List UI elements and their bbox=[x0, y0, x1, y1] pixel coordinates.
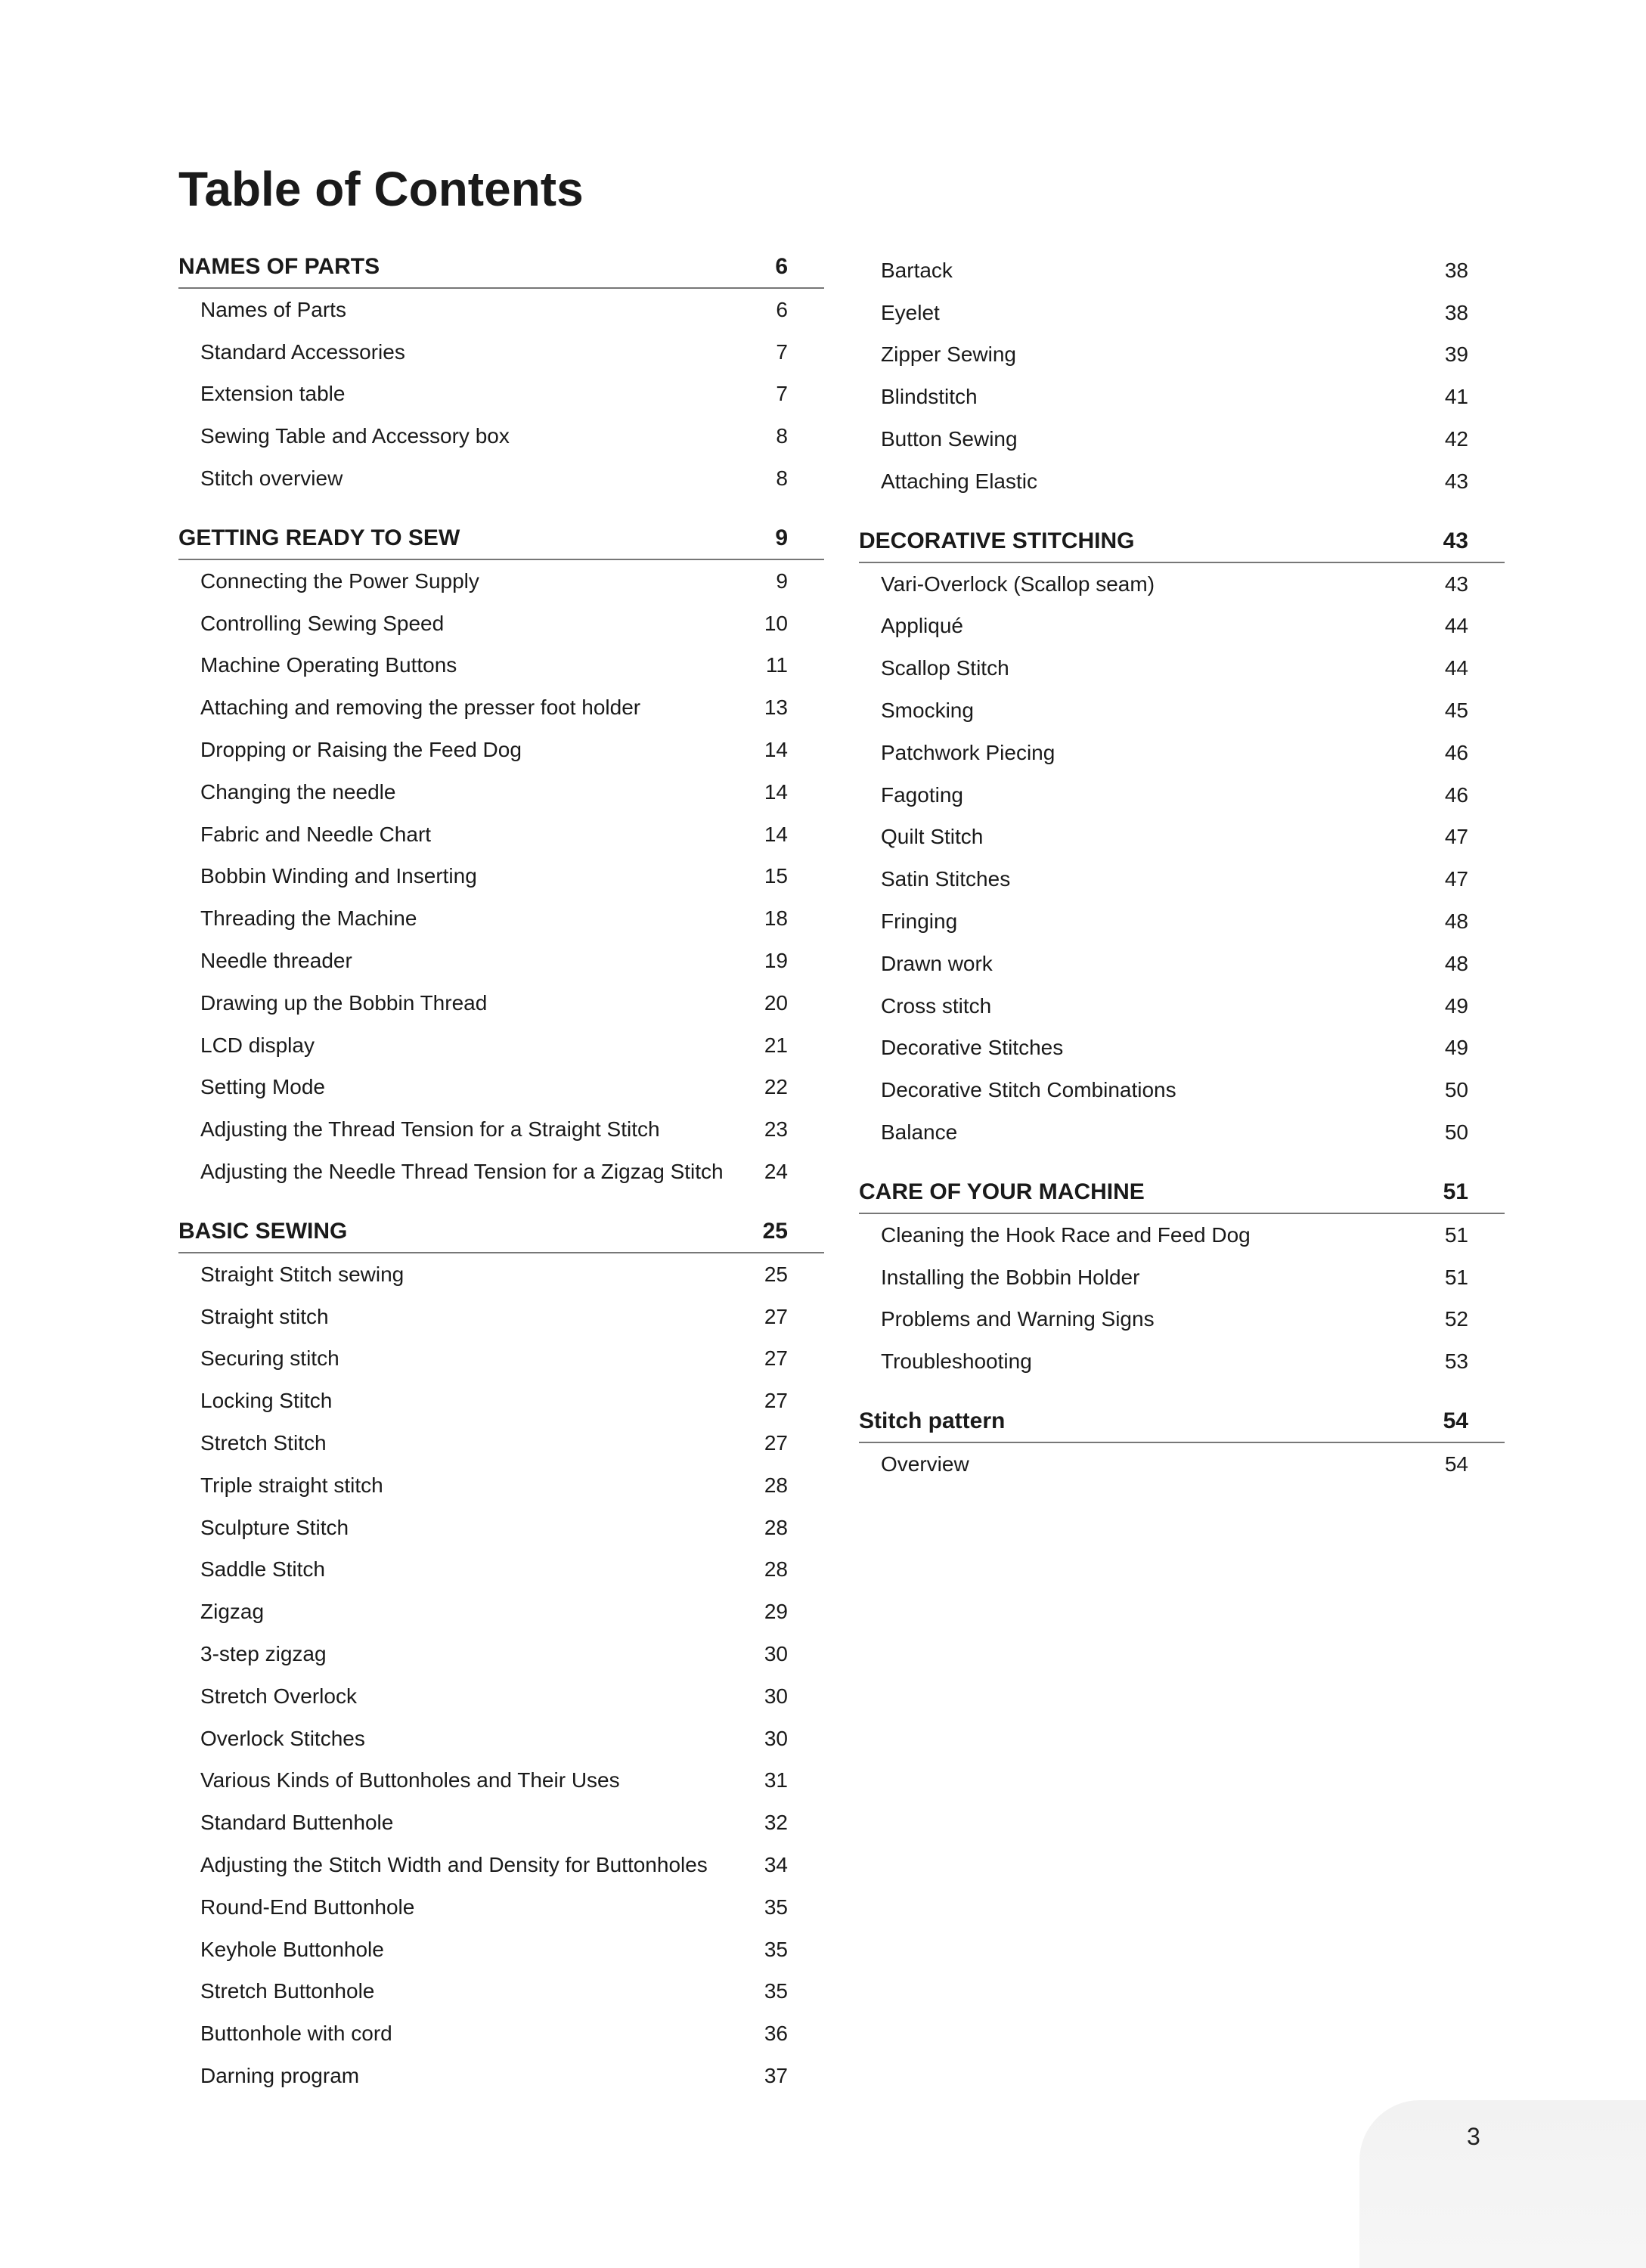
toc-entry-label: Buttonhole with cord bbox=[200, 2022, 392, 2046]
toc-entry-changing-the-needle[interactable] bbox=[178, 771, 824, 813]
toc-entry-label: Overview bbox=[881, 1452, 969, 1476]
toc-entry-adjusting-the-thread-tension-for-a-straight-stitch[interactable] bbox=[178, 1108, 824, 1151]
toc-section-page: 43 bbox=[1443, 528, 1468, 553]
toc-entry-label: Stitch overview bbox=[200, 466, 343, 491]
toc-entry-label: Eyelet bbox=[881, 300, 940, 324]
toc-entry-page: 52 bbox=[1444, 1307, 1468, 1331]
toc-entry-page: 15 bbox=[764, 864, 788, 888]
toc-entry-label: Threading the Machine bbox=[200, 906, 417, 931]
toc-entry-label: Smocking bbox=[881, 699, 974, 723]
toc-entry-bartack[interactable] bbox=[859, 249, 1505, 292]
toc-entry-label: Securing stitch bbox=[200, 1346, 339, 1371]
toc-entry-straight-stitch[interactable] bbox=[178, 1296, 824, 1338]
toc-entry-page: 30 bbox=[764, 1726, 788, 1750]
toc-entry-overview[interactable] bbox=[859, 1443, 1505, 1486]
toc-entry-label: Sewing Table and Accessory box bbox=[200, 424, 510, 448]
toc-entry-label: Standard Accessories bbox=[200, 339, 405, 364]
toc-entry-label: Scallop Stitch bbox=[881, 656, 1009, 680]
toc-entry-page: 34 bbox=[764, 1852, 788, 1876]
toc-entry-page: 14 bbox=[764, 738, 788, 762]
toc-entry-zigzag[interactable] bbox=[178, 1591, 824, 1633]
toc-entry-label: Triple straight stitch bbox=[200, 1473, 383, 1497]
toc-entry-label: Saddle Stitch bbox=[200, 1557, 325, 1582]
toc-entry-page: 14 bbox=[764, 822, 788, 846]
toc-entry-drawn-work[interactable] bbox=[859, 943, 1505, 985]
toc-section-title: GETTING READY TO SEW bbox=[178, 525, 460, 550]
toc-section-decorative-stitching bbox=[859, 524, 1505, 1154]
toc-entry-label: Bartack bbox=[881, 258, 953, 282]
toc-entry-page: 42 bbox=[1444, 427, 1468, 451]
toc-entry-label: Extension table bbox=[200, 382, 346, 406]
toc-entry-page: 13 bbox=[764, 696, 788, 720]
toc-entry-page: 38 bbox=[1444, 258, 1468, 282]
toc-entry-page: 43 bbox=[1444, 469, 1468, 493]
toc-entry-label: Zipper Sewing bbox=[881, 342, 1016, 367]
toc-entry-label: Fringing bbox=[881, 909, 958, 934]
toc-entry-label: Bobbin Winding and Inserting bbox=[200, 864, 477, 888]
toc-entry-label: Stretch Stitch bbox=[200, 1431, 327, 1455]
toc-entry-page: 18 bbox=[764, 906, 788, 931]
toc-entry-securing-stitch[interactable] bbox=[178, 1338, 824, 1380]
toc-entry-page: 8 bbox=[776, 466, 788, 491]
toc-entry-label: Zigzag bbox=[200, 1600, 265, 1624]
toc-entry-label: Names of Parts bbox=[200, 297, 346, 321]
toc-entry-zipper-sewing[interactable] bbox=[859, 334, 1505, 376]
toc-entry-label: Locking Stitch bbox=[200, 1389, 333, 1413]
toc-entry-troubleshooting[interactable] bbox=[859, 1340, 1505, 1383]
toc-entry-page: 39 bbox=[1444, 342, 1468, 367]
toc-entry-locking-stitch[interactable] bbox=[178, 1380, 824, 1422]
toc-entry-page: 6 bbox=[776, 297, 788, 321]
toc-entry-installing-the-bobbin-holder[interactable] bbox=[859, 1256, 1505, 1299]
toc-entry-page: 38 bbox=[1444, 300, 1468, 324]
toc-entry-label: Dropping or Raising the Feed Dog bbox=[200, 738, 522, 762]
toc-entry-scallop-stitch[interactable] bbox=[859, 647, 1505, 689]
toc-entry-attaching-elastic[interactable] bbox=[859, 460, 1505, 503]
toc-entry-page: 50 bbox=[1444, 1120, 1468, 1145]
toc-entry-page: 19 bbox=[764, 949, 788, 973]
toc-section-page: 51 bbox=[1443, 1179, 1468, 1204]
toc-entry-page: 8 bbox=[776, 424, 788, 448]
toc-right-column bbox=[859, 249, 1505, 1507]
toc-entry-stretch-buttonhole[interactable] bbox=[178, 1970, 824, 2012]
toc-entry-label: Problems and Warning Signs bbox=[881, 1307, 1155, 1331]
toc-entry-page: 27 bbox=[764, 1304, 788, 1328]
toc-entry-label: Quilt Stitch bbox=[881, 825, 984, 849]
toc-section-getting-ready-to-sew bbox=[178, 521, 824, 1193]
toc-entry-label: Appliqué bbox=[881, 614, 963, 638]
toc-entry-stitch-overview[interactable] bbox=[178, 457, 824, 500]
toc-entry-page: 44 bbox=[1444, 656, 1468, 680]
toc-entry-adjusting-the-stitch-width-and-density-for-buttonholes[interactable] bbox=[178, 1844, 824, 1886]
toc-entry-page: 7 bbox=[776, 339, 788, 364]
toc-entry-setting-mode[interactable] bbox=[178, 1067, 824, 1109]
toc-entry-page: 23 bbox=[764, 1117, 788, 1142]
toc-entry-label: Keyhole Buttonhole bbox=[200, 1937, 384, 1961]
toc-entry-page: 27 bbox=[764, 1431, 788, 1455]
toc-section-title: NAMES OF PARTS bbox=[178, 254, 380, 279]
toc-entry-page: 37 bbox=[764, 2063, 788, 2087]
toc-entry-page: 25 bbox=[764, 1262, 788, 1286]
toc-section-names-of-parts bbox=[178, 249, 824, 500]
toc-entry-straight-stitch-sewing[interactable] bbox=[178, 1253, 824, 1296]
toc-entry-overlock-stitches[interactable] bbox=[178, 1718, 824, 1760]
toc-entry-label: Connecting the Power Supply bbox=[200, 569, 479, 593]
toc-continued-entries bbox=[859, 249, 1505, 503]
toc-entry-page: 46 bbox=[1444, 740, 1468, 764]
toc-entry-appliqu[interactable] bbox=[859, 606, 1505, 648]
toc-entry-page: 49 bbox=[1444, 993, 1468, 1018]
toc-entry-threading-the-machine[interactable] bbox=[178, 897, 824, 940]
toc-entry-page: 28 bbox=[764, 1515, 788, 1539]
toc-entry-label: Cleaning the Hook Race and Feed Dog bbox=[881, 1222, 1251, 1247]
toc-entry-page: 29 bbox=[764, 1600, 788, 1624]
toc-entry-page: 28 bbox=[764, 1473, 788, 1497]
toc-entry-needle-threader[interactable] bbox=[178, 940, 824, 982]
toc-entry-page: 47 bbox=[1444, 867, 1468, 891]
toc-entry-page: 44 bbox=[1444, 614, 1468, 638]
toc-entry-page: 14 bbox=[764, 779, 788, 804]
toc-entry-stretch-stitch[interactable] bbox=[178, 1422, 824, 1464]
toc-entry-stretch-overlock[interactable] bbox=[178, 1675, 824, 1718]
toc-entry-label: Standard Buttenhole bbox=[200, 1811, 394, 1835]
toc-entry-decorative-stitches[interactable] bbox=[859, 1027, 1505, 1070]
toc-entry-various-kinds-of-buttonholes-and-their-uses[interactable] bbox=[178, 1760, 824, 1802]
toc-entry-page: 30 bbox=[764, 1642, 788, 1665]
toc-entry-satin-stitches[interactable] bbox=[859, 858, 1505, 900]
toc-entry-page: 20 bbox=[764, 990, 788, 1015]
toc-entry-page: 48 bbox=[1444, 909, 1468, 934]
toc-entry-label: Vari-Overlock (Scallop seam) bbox=[881, 572, 1155, 596]
toc-entry-label: 3-step zigzag bbox=[200, 1642, 327, 1665]
toc-section-title: DECORATIVE STITCHING bbox=[859, 528, 1135, 553]
toc-left-column bbox=[178, 249, 824, 2118]
toc-section-header[interactable] bbox=[178, 1214, 824, 1253]
toc-entry-smocking[interactable] bbox=[859, 689, 1505, 732]
toc-entry-saddle-stitch[interactable] bbox=[178, 1549, 824, 1591]
toc-entry-label: Drawn work bbox=[881, 951, 993, 975]
toc-entry-label: Blindstitch bbox=[881, 385, 978, 409]
toc-entry-cleaning-the-hook-race-and-feed-dog[interactable] bbox=[859, 1214, 1505, 1256]
toc-entry-patchwork-piecing[interactable] bbox=[859, 732, 1505, 774]
toc-entry-page: 54 bbox=[1444, 1452, 1468, 1476]
toc-entry-darning-program[interactable] bbox=[178, 2055, 824, 2097]
toc-entry-page: 22 bbox=[764, 1075, 788, 1099]
toc-entry-label: Patchwork Piecing bbox=[881, 740, 1055, 764]
toc-entry-page: 11 bbox=[765, 653, 788, 677]
toc-section-header[interactable] bbox=[859, 1175, 1505, 1214]
toc-section-basic-sewing bbox=[178, 1214, 824, 2097]
toc-entry-standard-accessories[interactable] bbox=[178, 331, 824, 373]
toc-entry-vari-overlock-scallop-seam[interactable] bbox=[859, 563, 1505, 606]
toc-entry-bobbin-winding-and-inserting[interactable] bbox=[178, 856, 824, 898]
toc-entry-lcd-display[interactable] bbox=[178, 1024, 824, 1067]
toc-section-header[interactable] bbox=[859, 1404, 1505, 1443]
toc-entry-label: Darning program bbox=[200, 2063, 360, 2087]
toc-entry-page: 35 bbox=[764, 1895, 788, 1919]
toc-section-header[interactable] bbox=[178, 249, 824, 289]
toc-entry-label: Straight stitch bbox=[200, 1304, 329, 1328]
toc-entry-page: 46 bbox=[1444, 782, 1468, 807]
toc-entry-label: Changing the needle bbox=[200, 779, 396, 804]
toc-entry-page: 24 bbox=[764, 1160, 788, 1184]
toc-entry-decorative-stitch-combinations[interactable] bbox=[859, 1069, 1505, 1111]
toc-entry-label: Stretch Overlock bbox=[200, 1684, 357, 1708]
toc-entry-page: 50 bbox=[1444, 1078, 1468, 1102]
toc-entry-machine-operating-buttons[interactable] bbox=[178, 645, 824, 687]
toc-section-title: Stitch pattern bbox=[859, 1408, 1006, 1434]
toc-entry-page: 43 bbox=[1444, 572, 1468, 596]
toc-entry-label: Various Kinds of Buttonholes and Their Uses bbox=[200, 1768, 620, 1792]
toc-section-page: 6 bbox=[775, 254, 788, 279]
toc-entry-label: Installing the Bobbin Holder bbox=[881, 1265, 1140, 1289]
toc-entry-page: 36 bbox=[764, 2022, 788, 2046]
toc-entry-fagoting[interactable] bbox=[859, 774, 1505, 816]
toc-section-page: 54 bbox=[1443, 1408, 1468, 1434]
toc-entry-page: 9 bbox=[776, 569, 788, 593]
toc-entry-label: Round-End Buttonhole bbox=[200, 1895, 415, 1919]
toc-entry-controlling-sewing-speed[interactable] bbox=[178, 603, 824, 645]
toc-entry-standard-buttenhole[interactable] bbox=[178, 1802, 824, 1844]
toc-entry-label: Balance bbox=[881, 1120, 958, 1145]
toc-entry-blindstitch[interactable] bbox=[859, 376, 1505, 418]
toc-entry-label: Drawing up the Bobbin Thread bbox=[200, 990, 488, 1015]
toc-entry-label: Straight Stitch sewing bbox=[200, 1262, 405, 1286]
toc-entry-label: Adjusting the Thread Tension for a Straight Stitch bbox=[200, 1117, 660, 1142]
page-corner-tab bbox=[1359, 2100, 1646, 2268]
toc-entry-problems-and-warning-signs[interactable] bbox=[859, 1299, 1505, 1341]
toc-entry-label: Controlling Sewing Speed bbox=[200, 611, 445, 635]
toc-section-header[interactable] bbox=[859, 524, 1505, 563]
toc-entry-fringing[interactable] bbox=[859, 900, 1505, 943]
toc-entry-extension-table[interactable] bbox=[178, 373, 824, 416]
toc-section-care-of-your-machine bbox=[859, 1175, 1505, 1383]
toc-entry-sculpture-stitch[interactable] bbox=[178, 1507, 824, 1549]
toc-section-page: 25 bbox=[762, 1218, 788, 1244]
toc-entry-label: Fabric and Needle Chart bbox=[200, 822, 432, 846]
toc-entry-page: 30 bbox=[764, 1684, 788, 1708]
toc-entry-drawing-up-the-bobbin-thread[interactable] bbox=[178, 982, 824, 1024]
toc-entry-balance[interactable] bbox=[859, 1111, 1505, 1154]
toc-entry-names-of-parts[interactable] bbox=[178, 289, 824, 331]
toc-entry-label: Fagoting bbox=[881, 782, 963, 807]
toc-entry-triple-straight-stitch[interactable] bbox=[178, 1464, 824, 1507]
toc-entry-3-step-zigzag[interactable] bbox=[178, 1633, 824, 1675]
toc-entry-round-end-buttonhole[interactable] bbox=[178, 1886, 824, 1929]
toc-entry-label: Decorative Stitches bbox=[881, 1036, 1064, 1060]
toc-entry-page: 7 bbox=[776, 382, 788, 406]
toc-entry-label: Setting Mode bbox=[200, 1075, 325, 1099]
toc-entry-page: 35 bbox=[764, 1937, 788, 1961]
toc-entry-label: Attaching Elastic bbox=[881, 469, 1037, 493]
toc-entry-label: Button Sewing bbox=[881, 427, 1018, 451]
toc-entry-eyelet[interactable] bbox=[859, 292, 1505, 334]
toc-entry-dropping-or-raising-the-feed-dog[interactable] bbox=[178, 729, 824, 771]
toc-entry-page: 53 bbox=[1444, 1349, 1468, 1374]
toc-entry-page: 45 bbox=[1444, 699, 1468, 723]
toc-section-header[interactable] bbox=[178, 521, 824, 560]
toc-section-title: CARE OF YOUR MACHINE bbox=[859, 1179, 1145, 1204]
toc-entry-label: Cross stitch bbox=[881, 993, 992, 1018]
page-title: Table of Contents bbox=[178, 162, 584, 216]
toc-entry-page: 35 bbox=[764, 1979, 788, 2003]
toc-entry-connecting-the-power-supply[interactable] bbox=[178, 560, 824, 603]
toc-entry-adjusting-the-needle-thread-tension-for-a-zigzag-stitch[interactable] bbox=[178, 1151, 824, 1193]
toc-entry-keyhole-buttonhole[interactable] bbox=[178, 1929, 824, 1971]
toc-entry-fabric-and-needle-chart[interactable] bbox=[178, 813, 824, 856]
toc-entry-buttonhole-with-cord[interactable] bbox=[178, 2012, 824, 2055]
page-number: 3 bbox=[1467, 2123, 1480, 2150]
toc-entry-label: Troubleshooting bbox=[881, 1349, 1032, 1374]
toc-entry-label: Sculpture Stitch bbox=[200, 1515, 349, 1539]
toc-entry-cross-stitch[interactable] bbox=[859, 985, 1505, 1027]
toc-section-stitch-pattern bbox=[859, 1404, 1505, 1486]
toc-entry-page: 51 bbox=[1444, 1265, 1468, 1289]
toc-entry-label: LCD display bbox=[200, 1033, 315, 1057]
toc-entry-label: Adjusting the Stitch Width and Density for Buttonholes bbox=[200, 1852, 708, 1876]
toc-entry-button-sewing[interactable] bbox=[859, 418, 1505, 460]
toc-entry-label: Machine Operating Buttons bbox=[200, 653, 457, 677]
toc-entry-label: Needle threader bbox=[200, 949, 352, 973]
toc-entry-page: 48 bbox=[1444, 951, 1468, 975]
toc-entry-label: Decorative Stitch Combinations bbox=[881, 1078, 1176, 1102]
toc-section-title: BASIC SEWING bbox=[178, 1218, 348, 1244]
toc-entry-label: Adjusting the Needle Thread Tension for a Zigzag Stitch bbox=[200, 1160, 724, 1184]
toc-entry-page: 32 bbox=[764, 1811, 788, 1835]
toc-entry-page: 28 bbox=[764, 1557, 788, 1582]
toc-entry-page: 31 bbox=[764, 1768, 788, 1792]
toc-entry-page: 27 bbox=[764, 1346, 788, 1371]
toc-section-page: 9 bbox=[775, 525, 788, 550]
toc-entry-page: 21 bbox=[764, 1033, 788, 1057]
toc-entry-page: 49 bbox=[1444, 1036, 1468, 1060]
toc-entry-label: Overlock Stitches bbox=[200, 1726, 365, 1750]
toc-entry-attaching-and-removing-the-presser-foot-holder[interactable] bbox=[178, 686, 824, 729]
toc-entry-page: 47 bbox=[1444, 825, 1468, 849]
toc-entry-label: Stretch Buttonhole bbox=[200, 1979, 375, 2003]
toc-entry-page: 51 bbox=[1444, 1222, 1468, 1247]
toc-entry-quilt-stitch[interactable] bbox=[859, 816, 1505, 859]
toc-entry-page: 41 bbox=[1444, 385, 1468, 409]
toc-entry-page: 10 bbox=[764, 611, 788, 635]
toc-entry-label: Satin Stitches bbox=[881, 867, 1011, 891]
toc-entry-sewing-table-and-accessory-box[interactable] bbox=[178, 415, 824, 457]
toc-entry-page: 27 bbox=[764, 1389, 788, 1413]
toc-entry-label: Attaching and removing the presser foot holder bbox=[200, 696, 641, 720]
